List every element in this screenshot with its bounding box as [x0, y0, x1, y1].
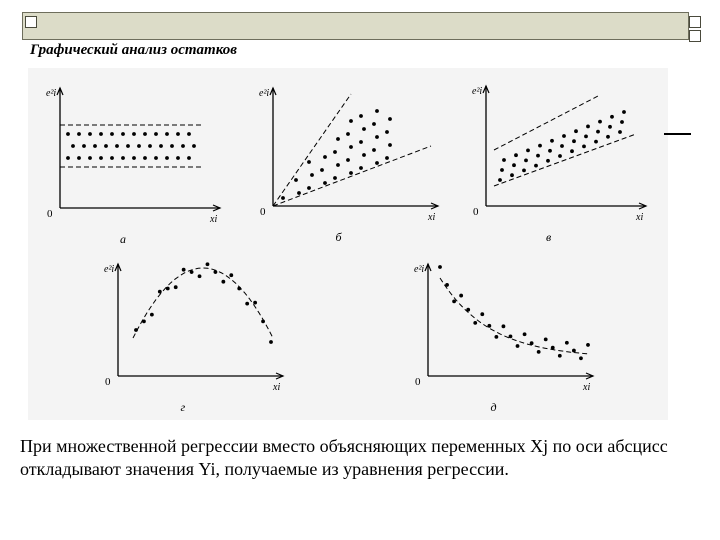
residual-dot-b-26	[372, 122, 376, 126]
residual-dot-b-17	[349, 119, 353, 123]
residual-dot-b-20	[359, 140, 363, 144]
residual-dot-e-1	[445, 283, 449, 287]
residual-dot-a-13	[82, 144, 86, 148]
residual-dot-b-11	[333, 150, 337, 154]
residual-dot-d-9	[206, 262, 210, 266]
residual-dot-a-4	[110, 132, 114, 136]
residual-dot-e-20	[579, 356, 583, 360]
panel-letter-b: б	[335, 230, 342, 244]
top-left-square-icon	[25, 16, 37, 28]
decorative-rule	[664, 133, 691, 135]
residual-dot-b-22	[359, 114, 363, 118]
residual-dot-e-17	[558, 354, 562, 358]
x-label-e: xi	[583, 382, 591, 393]
residual-dot-b-3	[307, 186, 311, 190]
residual-dot-e-2	[452, 299, 456, 303]
residual-dot-a-14	[93, 144, 97, 148]
residual-dot-d-5	[174, 285, 178, 289]
residual-dot-a-11	[187, 132, 191, 136]
residual-dot-d-2	[150, 313, 154, 317]
residual-dot-e-15	[544, 337, 548, 341]
band-lower-c	[494, 134, 636, 186]
residual-dot-a-20	[159, 144, 163, 148]
residual-dot-a-25	[77, 156, 81, 160]
x-label-c: xi	[636, 212, 644, 223]
residual-dot-c-11	[538, 144, 542, 148]
residual-dot-a-1	[77, 132, 81, 136]
residual-dot-a-21	[170, 144, 174, 148]
residual-dot-a-15	[104, 144, 108, 148]
residual-dot-b-19	[362, 153, 366, 157]
residual-dot-b-10	[336, 163, 340, 167]
residual-dot-e-5	[473, 321, 477, 325]
residual-dot-a-22	[181, 144, 185, 148]
band-upper-c	[494, 96, 598, 150]
residual-dot-a-16	[115, 144, 119, 148]
residual-dot-d-12	[229, 273, 233, 277]
residual-dot-c-13	[548, 149, 552, 153]
x-label-d: xi	[273, 382, 281, 393]
residual-dot-b-25	[375, 135, 379, 139]
residual-dot-a-2	[88, 132, 92, 136]
panel-letter-a: а	[120, 232, 126, 246]
residual-dot-a-17	[126, 144, 130, 148]
slide-body-text: При множественной регрессии вместо объясняющих переменных Xj по оси абсцисс откладывают значения Yi, получаемые из уравнения регрессии.	[20, 436, 668, 479]
residual-dot-c-20	[574, 129, 578, 133]
panel-letter-d: г	[180, 400, 186, 414]
residual-dot-d-7	[190, 270, 194, 274]
residual-dot-c-22	[584, 135, 588, 139]
top-right-lower-square-icon	[689, 30, 701, 42]
residual-dot-a-10	[176, 132, 180, 136]
residual-dot-d-8	[198, 274, 202, 278]
residual-dot-a-35	[187, 156, 191, 160]
origin-label-a: 0	[47, 208, 53, 220]
residual-dot-c-16	[560, 144, 564, 148]
residual-dot-b-5	[307, 160, 311, 164]
residual-dot-a-30	[132, 156, 136, 160]
slide-top-bar	[22, 12, 689, 40]
residual-dot-d-17	[269, 340, 273, 344]
residual-dot-b-0	[281, 196, 285, 200]
residual-dot-c-27	[606, 135, 610, 139]
x-label-a: xi	[210, 214, 218, 225]
residual-dot-b-21	[362, 127, 366, 131]
residual-dot-b-13	[349, 171, 353, 175]
residual-dot-c-15	[558, 154, 562, 158]
residual-plots-svg	[28, 68, 668, 420]
residual-dot-a-7	[143, 132, 147, 136]
residual-dot-a-31	[143, 156, 147, 160]
residual-dot-c-30	[618, 130, 622, 134]
residual-dot-e-16	[551, 346, 555, 350]
residual-dot-a-34	[176, 156, 180, 160]
residual-dot-c-29	[610, 115, 614, 119]
residual-dot-a-27	[99, 156, 103, 160]
residual-dot-c-8	[526, 149, 530, 153]
residual-dot-a-23	[192, 144, 196, 148]
residual-dot-b-23	[375, 161, 379, 165]
y-label-b: e²i	[259, 88, 270, 99]
residual-dot-b-9	[333, 176, 337, 180]
residual-dot-d-6	[182, 268, 186, 272]
slide-title: Графический анализ остатков	[30, 42, 237, 58]
residual-dot-d-15	[253, 301, 257, 305]
residual-dot-b-31	[388, 117, 392, 121]
residual-dot-c-28	[608, 125, 612, 129]
residual-dot-e-8	[494, 335, 498, 339]
x-label-b: xi	[428, 212, 436, 223]
residual-dot-c-9	[534, 164, 538, 168]
residual-dot-d-16	[261, 319, 265, 323]
residual-dot-e-11	[516, 344, 520, 348]
residual-dot-d-1	[142, 319, 146, 323]
residual-dot-e-12	[523, 332, 527, 336]
residual-dot-d-3	[158, 290, 162, 294]
residual-dot-d-0	[134, 328, 138, 332]
origin-label-d: 0	[105, 376, 111, 388]
residual-dot-e-21	[586, 343, 590, 347]
residual-dot-a-32	[154, 156, 158, 160]
residual-dot-a-24	[66, 156, 70, 160]
y-label-c: e²i	[472, 86, 483, 97]
origin-label-c: 0	[473, 206, 479, 218]
residual-dot-a-12	[71, 144, 75, 148]
residual-dot-c-0	[498, 178, 502, 182]
residual-dot-b-16	[346, 132, 350, 136]
residual-dot-a-18	[137, 144, 141, 148]
residual-dot-a-3	[99, 132, 103, 136]
residual-dot-d-14	[245, 302, 249, 306]
residual-dot-b-27	[375, 109, 379, 113]
residual-dot-b-24	[372, 148, 376, 152]
residual-dot-e-4	[466, 308, 470, 312]
residual-dot-c-19	[572, 139, 576, 143]
residual-dot-b-12	[336, 137, 340, 141]
residual-dot-b-18	[359, 166, 363, 170]
parabola-curve-d	[133, 268, 273, 338]
residual-dot-a-8	[154, 132, 158, 136]
residual-dot-e-0	[438, 265, 442, 269]
wedge-upper-b	[273, 94, 351, 206]
residual-plots-figure	[28, 68, 668, 420]
residual-dot-c-12	[546, 159, 550, 163]
residual-dot-c-32	[622, 110, 626, 114]
residual-dot-d-10	[214, 270, 218, 274]
residual-dot-b-28	[385, 156, 389, 160]
residual-dot-a-29	[121, 156, 125, 160]
residual-dot-e-14	[537, 350, 541, 354]
residual-dot-c-25	[596, 130, 600, 134]
y-label-d: e²i	[104, 264, 115, 275]
residual-dot-c-1	[500, 168, 504, 172]
residual-dot-c-4	[512, 163, 516, 167]
residual-dot-b-8	[323, 155, 327, 159]
residual-dot-a-0	[66, 132, 70, 136]
residual-dot-d-11	[221, 280, 225, 284]
residual-dot-e-7	[487, 324, 491, 328]
residual-dot-c-5	[514, 153, 518, 157]
residual-dot-c-2	[502, 158, 506, 162]
residual-dot-c-21	[582, 145, 586, 149]
panel-letter-c: в	[546, 230, 552, 244]
y-label-e: e²i	[414, 264, 425, 275]
residual-dot-c-3	[510, 173, 514, 177]
residual-dot-b-2	[294, 178, 298, 182]
residual-dot-b-4	[310, 173, 314, 177]
y-label-a: e²i	[46, 88, 57, 99]
residual-dot-b-15	[349, 145, 353, 149]
residual-dot-a-9	[165, 132, 169, 136]
panel-letter-e: д	[490, 400, 497, 414]
residual-dot-e-9	[502, 324, 506, 328]
residual-dot-e-18	[565, 341, 569, 345]
residual-dot-b-29	[388, 143, 392, 147]
residual-dot-c-18	[570, 149, 574, 153]
residual-dot-b-1	[297, 191, 301, 195]
residual-dot-c-10	[536, 154, 540, 158]
residual-dot-e-3	[459, 294, 463, 298]
residual-dot-c-31	[620, 120, 624, 124]
wedge-lower-b	[273, 146, 431, 206]
residual-dot-b-30	[385, 130, 389, 134]
residual-dot-a-19	[148, 144, 152, 148]
residual-dot-c-23	[586, 125, 590, 129]
residual-dot-c-6	[522, 169, 526, 173]
residual-dot-a-6	[132, 132, 136, 136]
residual-dot-c-26	[598, 120, 602, 124]
residual-dot-c-14	[550, 139, 554, 143]
residual-dot-a-33	[165, 156, 169, 160]
residual-dot-e-13	[530, 341, 534, 345]
top-right-square-icon	[689, 16, 701, 28]
origin-label-e: 0	[415, 376, 421, 388]
residual-dot-b-7	[320, 168, 324, 172]
residual-dot-b-14	[346, 158, 350, 162]
residual-dot-e-19	[572, 349, 576, 353]
origin-label-b: 0	[260, 206, 266, 218]
residual-dot-c-17	[562, 134, 566, 138]
residual-dot-a-26	[88, 156, 92, 160]
residual-dot-e-6	[480, 312, 484, 316]
residual-dot-c-7	[524, 159, 528, 163]
residual-dot-a-5	[121, 132, 125, 136]
residual-dot-a-28	[110, 156, 114, 160]
residual-dot-b-6	[323, 181, 327, 185]
residual-dot-c-24	[594, 140, 598, 144]
residual-dot-d-13	[237, 287, 241, 291]
residual-dot-d-4	[166, 287, 170, 291]
residual-dot-e-10	[509, 334, 513, 338]
